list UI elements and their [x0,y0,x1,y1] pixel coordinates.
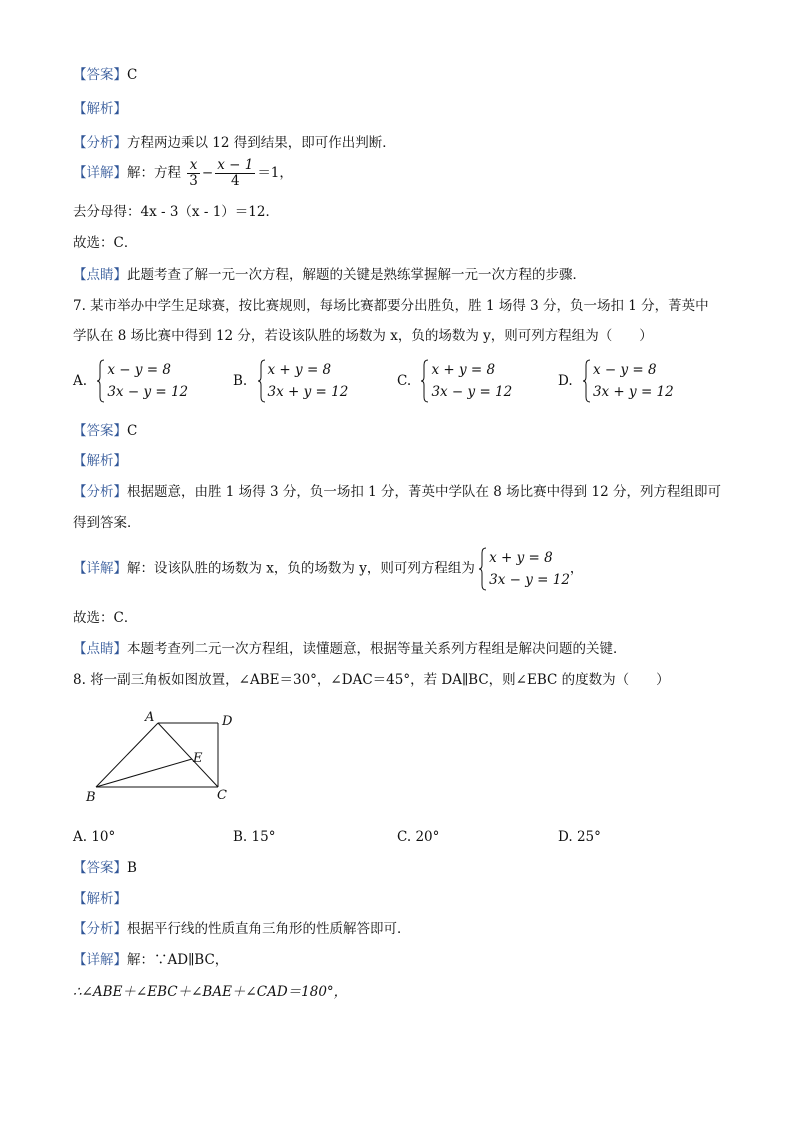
q6-step1: 去分母得：4x - 3（x - 1）＝12． [73,204,279,220]
label-b: B [86,790,96,805]
fenxi-tag: 【分析】 [73,921,127,937]
fenxi-text: 根据题意，由胜 1 场得 3 分，负一场扣 1 分，菁英中学队在 8 场比赛中得到 12 分，列方程组即可 [127,484,721,500]
answer-value: C [127,67,138,83]
analysis-tag: 【解析】 [73,453,127,469]
q8-answer-line [73,859,137,877]
label-e: E [193,751,203,766]
xiangjie-text: 解：∵AD∥BC， [127,952,229,968]
minus-sign: − [201,165,214,181]
equation-rhs: ＝1， [257,165,293,181]
xiangjie-tag: 【详解】 [73,560,127,577]
fraction-x-over-3: $\frac{x}{3}$ [189,157,198,189]
segment-ab [96,723,158,787]
answer-tag: 【答案】 [73,423,127,439]
xiangjie-text: 解：设该队胜的场数为 x，负的场数为 y，则可列方程组为 [127,560,475,577]
dianjing-tag: 【点睛】 [73,641,127,657]
q7-fenxi-line2: 得到答案． [73,515,141,531]
q7-analysis-line [73,452,127,470]
fenxi-tag: 【分析】 [73,135,127,151]
q8-option-b: B. 15° [233,829,276,845]
q6-choice: 故选：C． [73,235,138,251]
xiangjie-tag: 【详解】 [73,952,127,968]
q8-stem: 8. 将一副三角板如图放置，∠ABE＝30°，∠DAC＝45°，若 DA∥BC，则∠EBC 的度数为（ ） [73,672,670,688]
xiangjie-prefix: 解：方程 [127,165,181,181]
label-a: A [145,710,155,725]
q7-stem-line1: 7. 某市举办中学生足球赛，按比赛规则，每场比赛都要分出胜负，胜 1 场得 3 分，负一场扣 1 分，菁英中 [73,298,709,314]
brace-icon [97,359,105,403]
q7-dianjing-line [73,640,627,658]
brace-icon [421,359,429,403]
dianjing-text: 本题考查列二元一次方程组，读懂题意，根据等量关系列方程组是解决问题的关键． [127,641,627,657]
analysis-tag: 【解析】 [73,891,127,907]
q6-fenxi-line [73,134,396,152]
segment-ac [158,723,218,787]
q6-answer-line [73,66,137,84]
answer-tag: 【答案】 [73,67,127,83]
q6-analysis-line [73,100,127,118]
q8-option-c: C. 20° [397,829,440,845]
fenxi-text: 方程两边乘以 12 得到结果，即可作出判断． [127,135,396,151]
dianjing-text: 此题考查了解一元一次方程，解题的关键是熟练掌握解一元一次方程的步骤． [127,267,586,283]
q7-answer-line [73,422,137,440]
q6-dianjing-line [73,266,586,284]
q7-xiangjie-line: 【详解】解：设该队胜的场数为 x，负的场数为 y，则可列方程组为 x + y = 8 3x − y = 12 ， [73,547,583,591]
dianjing-tag: 【点睛】 [73,267,127,283]
brace-icon [583,359,591,403]
answer-value: C [127,423,138,439]
q8-step1: ∴∠ABE＋∠EBC＋∠BAE＋∠CAD＝180°， [73,984,348,1000]
answer-tag: 【答案】 [73,860,127,876]
q8-analysis-line [73,890,127,908]
brace-icon [479,547,487,591]
segment-be [96,759,192,787]
q8-option-d: D. 25° [558,829,601,845]
q8-option-a: A. 10° [73,829,116,845]
q7-option-d: D. x − y = 8 3x + y = 12 [558,359,674,403]
xiangjie-tag: 【详解】 [73,165,127,181]
equation-system: x + y = 8 3x − y = 12 [479,547,570,591]
fenxi-tag: 【分析】 [73,484,127,500]
label-d: D [222,714,233,729]
triangle-figure [80,705,250,805]
q7-fenxi-line1 [73,483,721,501]
q7-choice: 故选：C． [73,610,138,626]
q7-option-b: B. x + y = 8 3x + y = 12 [233,359,348,403]
fraction-x-minus-1-over-4: $\frac{x - 1}{4}$ [217,157,254,189]
q8-fenxi-line [73,920,411,938]
q6-xiangjie-line [73,158,293,189]
fenxi-text: 根据平行线的性质直角三角形的性质解答即可． [127,921,411,937]
label-c: C [217,788,227,803]
q7-option-a: A. x − y = 8 3x − y = 12 [73,359,188,403]
analysis-tag: 【解析】 [73,101,127,117]
answer-value: B [127,860,137,876]
brace-icon [258,359,266,403]
q8-xiangjie-line [73,951,228,969]
q7-stem-line2: 学队在 8 场比赛中得到 12 分，若设该队胜的场数为 x，负的场数为 y，则可列方程组为（ ） [73,328,653,344]
q7-option-c: C. x + y = 8 3x − y = 12 [397,359,512,403]
